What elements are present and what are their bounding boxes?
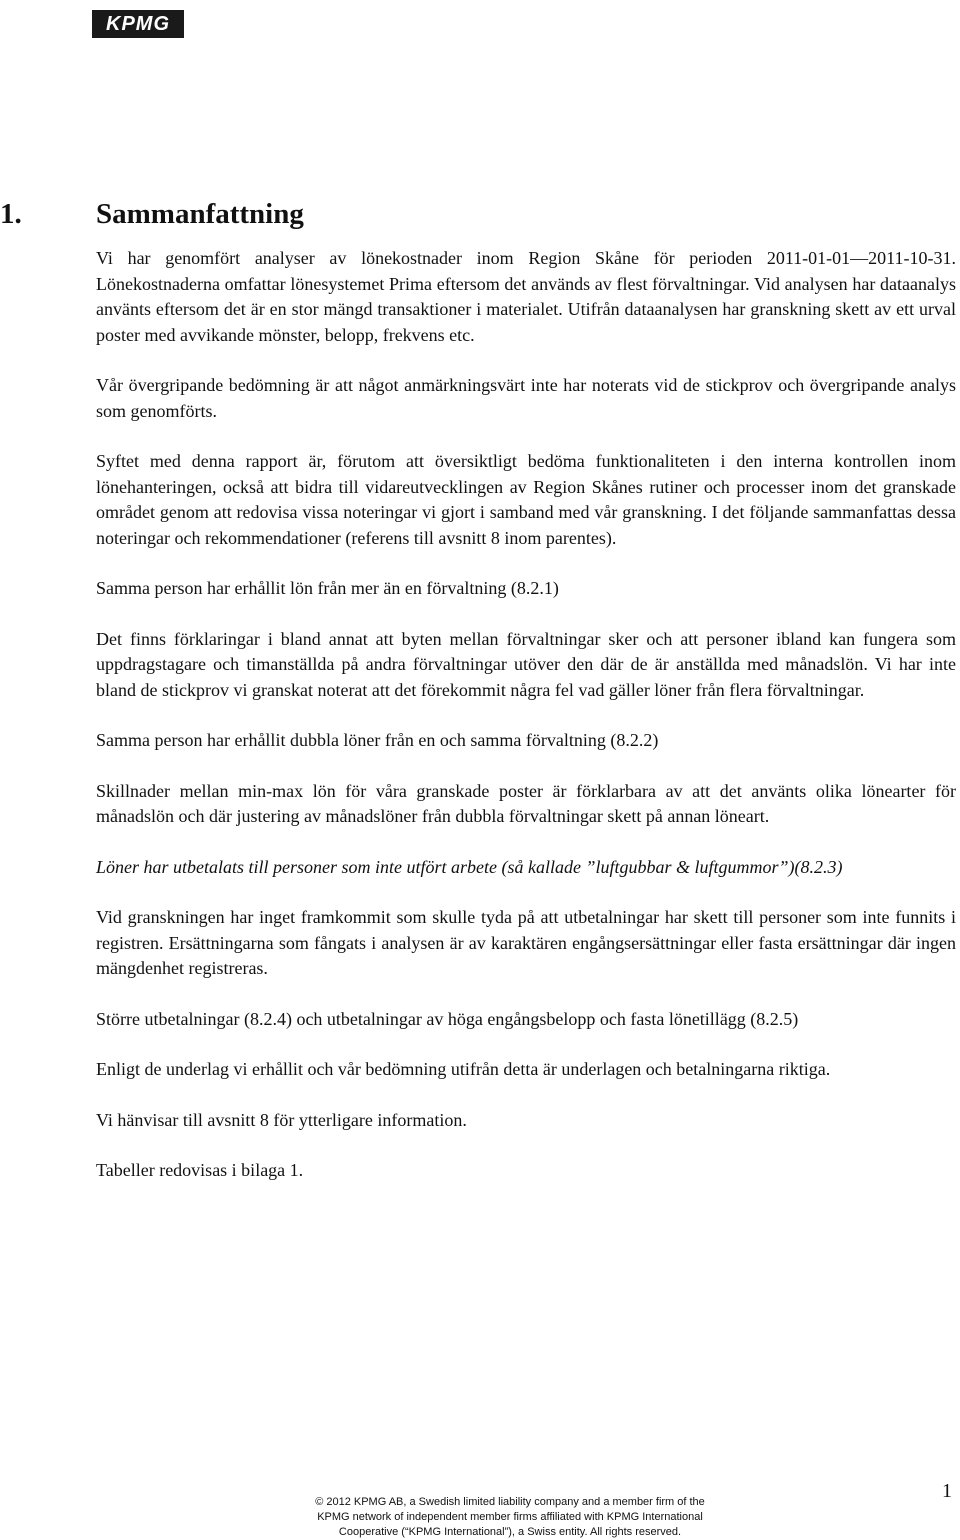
paragraph-purpose: Syftet med denna rapport är, förutom att översiktligt bedöma funktionaliteten i den interna kontrollen inom lönehanteringen, också att bidra till vidareutvecklingen av Region Skånes rutiner och processer inom det granskade området genom att redovisa vissa noteringar vi gjort i samband med vår granskning. I det följande sammanfattas dessa noteringar och rekommendationer (referens till avsnitt 8 inom parentes).	[96, 451, 956, 548]
paragraph-large-payments: Enligt de underlag vi erhållit och vår bedömning utifrån detta är underlagen och betalningarna riktiga.	[96, 1059, 831, 1079]
footer-line-2: KPMG network of independent member firms affiliated with KPMG International	[317, 1511, 703, 1523]
footer-line-3: Cooperative (“KPMG International”), a Swiss entity. All rights reserved.	[338, 1526, 682, 1538]
footer	[290, 1495, 730, 1540]
paragraph-intro: Vi har genomfört analyser av lönekostnader inom Region Skåne för perioden 2011-01-01—2011-10-31. Lönekostnaderna omfattar lönesystemet Prima eftersom det används av flest förvaltningar. Vid analysen har dataanalys använts eftersom det är en stor mängd transaktioner i materialet. Utifrån dataanalysen har granskning skett av ett urval poster med avvikande mönster, belopp, frekvens etc.	[96, 248, 956, 345]
section-title: Sammanfattning	[96, 198, 304, 230]
paragraph-reference: Vi hänvisar till avsnitt 8 för ytterligare information.	[96, 1109, 467, 1130]
paragraph-tables: Tabeller redovisas i bilaga 1.	[96, 1160, 304, 1180]
subheading-ghost-employees: Löner har utbetalats till personer som inte utfört arbete (så kallade ”luftgubbar & luftgummor”)(8.2.3)	[96, 856, 843, 877]
page-number: 1	[942, 1480, 952, 1502]
kpmg-logo	[92, 10, 184, 38]
document-body	[96, 246, 956, 1184]
footer-line-1: © 2012 KPMG AB, a Swedish limited liability company and a member firm of the	[315, 1496, 705, 1508]
section-number: 1.	[0, 198, 22, 230]
paragraph-ghost-employees: Vid granskningen har inget framkommit som skulle tyda på att utbetalningar har skett till personer som inte funnits i registren. Ersättningarna som fångats i analysen är av karaktären engångsersättningar eller fasta ersättningar där ingen mängdenhet registreras.	[96, 907, 956, 978]
paragraph-multiple-departments: Det finns förklaringar i bland annat att byten mellan förvaltningar sker och att personer ibland kan fungera som uppdragstagare och timanställda på andra förvaltningar utöver den där de är anställda med månadslön. Vi har inte bland de stickprov vi granskat noterat att det förekommit några fel vad gäller löner från flera förvaltningar.	[96, 628, 956, 700]
logo-text: KPMG	[106, 12, 170, 35]
subheading-double-salaries: Samma person har erhållit dubbla löner från en och samma förvaltning (8.2.2)	[96, 730, 659, 750]
paragraph-assessment: Vår övergripande bedömning är att något anmärkningsvärt inte har noterats vid de stickprov och övergripande analys som genomförts.	[96, 375, 956, 421]
subheading-large-payments: Större utbetalningar (8.2.4) och utbetalningar av höga engångsbelopp och fasta lönetillägg (8.2.5)	[96, 1008, 799, 1029]
paragraph-double-salaries: Skillnader mellan min-max lön för våra granskade poster är förklarbara av att det använts olika lönearter för månadslön och där justering av månadslöner från dubbla förvaltningar skett på annan löneart.	[96, 780, 956, 826]
subheading-multiple-departments: Samma person har erhållit lön från mer än en förvaltning (8.2.1)	[96, 578, 559, 598]
